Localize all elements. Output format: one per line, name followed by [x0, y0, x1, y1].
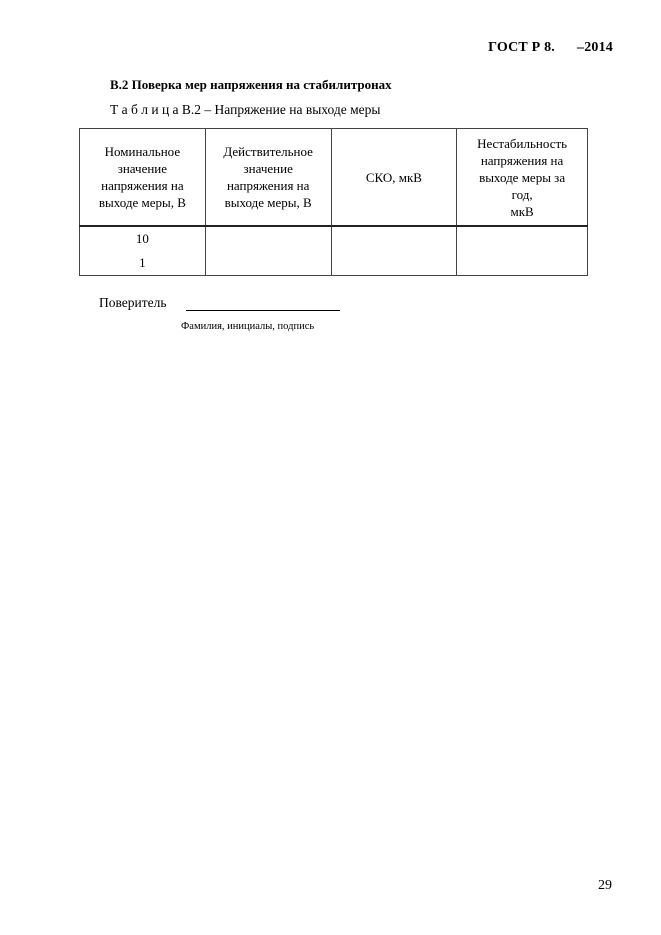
nominal-voltage-value: 1 — [139, 255, 146, 270]
signature-caption: Фамилия, инициалы, подпись — [181, 321, 315, 332]
signature-line — [186, 310, 340, 311]
section-title: В.2 Поверка мер напряжения на стабилитронах — [110, 77, 392, 92]
standard-code-prefix: ГОСТ Р 8. — [488, 40, 555, 55]
nominal-voltage-cell — [80, 226, 206, 276]
page-number: 29 — [598, 878, 612, 893]
header-nominal-voltage: Номинальное значение напряжения на выходе меры, В — [80, 129, 206, 227]
standard-code-suffix: –2014 — [577, 40, 613, 55]
header-instability: Нестабильность напряжения на выходе меры за год, мкВ — [457, 129, 588, 227]
header-actual-voltage: Действительное значение напряжения на выходе меры, В — [205, 129, 331, 227]
document-header — [488, 40, 613, 56]
voltage-table — [79, 128, 588, 276]
verifier-label: Поверитель — [99, 295, 167, 310]
table-row — [80, 226, 588, 276]
table-header-row — [80, 129, 588, 227]
table-caption: Т а б л и ц а В.2 – Напряжение на выходе меры — [110, 102, 381, 117]
actual-voltage-cell — [205, 226, 331, 276]
header-sko: СКО, мкВ — [331, 129, 457, 227]
nominal-voltage-value: 10 — [135, 231, 149, 246]
sko-cell — [331, 226, 457, 276]
instability-cell — [457, 226, 588, 276]
